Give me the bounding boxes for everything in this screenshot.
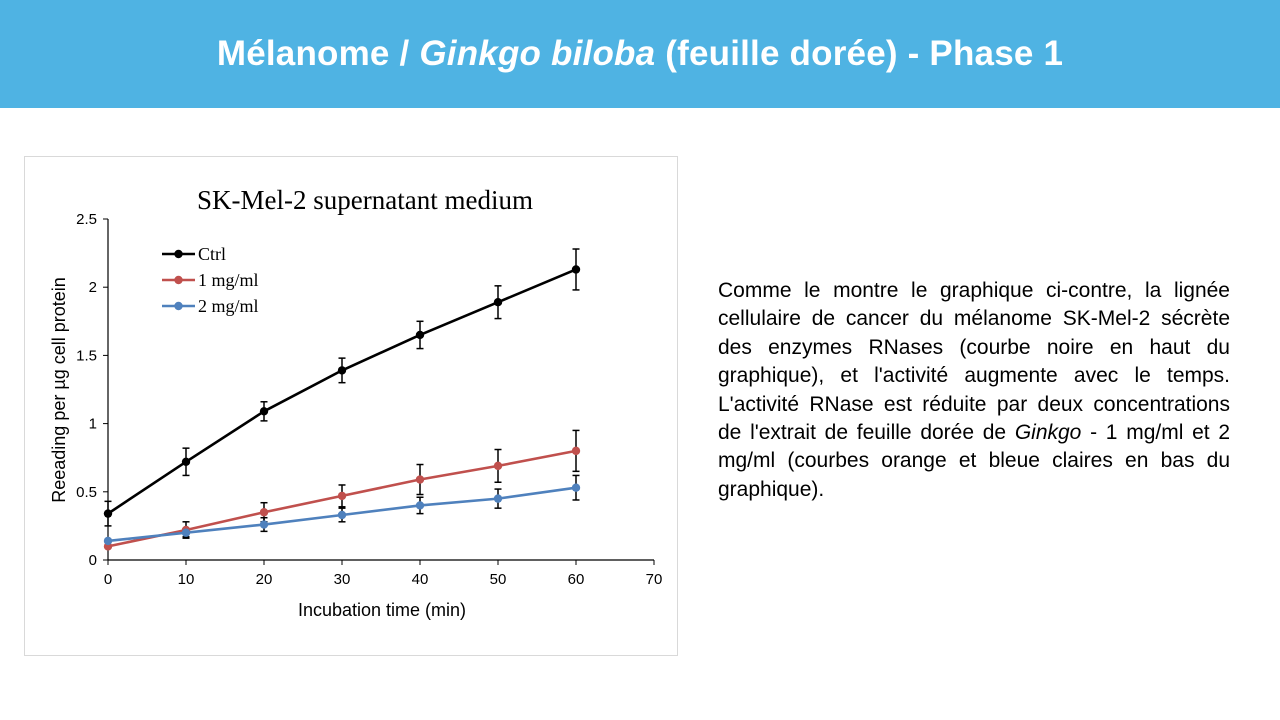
chart-title: SK-Mel-2 supernatant medium (197, 185, 533, 215)
y-tick-label: 2.5 (76, 211, 97, 228)
chart (25, 157, 677, 655)
data-point (260, 508, 268, 516)
x-tick-label: 30 (333, 571, 351, 588)
y-tick-label: 0.5 (76, 483, 97, 501)
y-tick-label: 2 (88, 279, 97, 297)
legend-label-1: 1 mg/ml (198, 270, 259, 290)
x-axis-label: Incubation time (min) (297, 600, 467, 620)
y-tick-label: 1 (88, 415, 97, 433)
legend-marker-2 (174, 302, 182, 310)
data-point (416, 501, 424, 509)
data-point (104, 509, 112, 517)
x-tick-label: 60 (567, 571, 585, 588)
title-prefix: Mélanome / (216, 34, 420, 73)
y-tick-label: 0 (88, 552, 97, 569)
description-italic: Ginkgo (1014, 421, 1082, 445)
data-point (494, 462, 502, 470)
data-point (104, 537, 112, 545)
chart-frame (24, 156, 678, 656)
data-point (572, 447, 580, 455)
legend-label-0: Ctrl (198, 244, 227, 264)
data-point (260, 520, 268, 528)
data-point (572, 265, 580, 273)
legend-marker-1 (174, 276, 182, 284)
x-tick-label: 10 (177, 571, 195, 588)
title-species: Ginkgo biloba (419, 34, 656, 73)
data-point (260, 407, 268, 415)
y-axis-label: Reeading per µg cell protein (49, 277, 69, 503)
y-tick-label: 1.5 (76, 347, 97, 365)
x-tick-label: 0 (103, 571, 113, 588)
data-point (416, 475, 424, 483)
data-point (416, 331, 424, 339)
data-point (182, 529, 190, 537)
x-tick-label: 20 (255, 571, 273, 588)
data-point (338, 366, 346, 374)
x-tick-label: 70 (645, 571, 663, 588)
chart-legend (162, 244, 259, 316)
x-tick-label: 40 (411, 571, 429, 588)
data-point (494, 494, 502, 502)
slide-title (217, 34, 1063, 74)
title-banner (0, 0, 1280, 108)
data-point (338, 492, 346, 500)
description-part1: Comme le montre le graphique ci-contre, la lignée cellulaire de cancer du mélanome SK-Mel-2 sécrète des enzymes RNases (courbe noire en haut du graphique), et l'activité augmente avec le temps. L'activité RNase est réduite par deux concentrations de l'extrait de feuille dorée de (718, 279, 1230, 445)
x-tick-label: 50 (489, 571, 507, 588)
description-part2: - 1 mg/ml et 2 mg/ml (courbes orange et bleue claires en bas du graphique). (718, 421, 1230, 501)
legend-marker-0 (174, 250, 182, 258)
title-suffix: (feuille dorée) - Phase 1 (655, 34, 1064, 73)
legend-label-2: 2 mg/ml (198, 296, 259, 316)
data-point (338, 511, 346, 519)
description-text (718, 277, 1230, 504)
data-point (494, 298, 502, 306)
data-point (182, 458, 190, 466)
data-point (572, 484, 580, 492)
